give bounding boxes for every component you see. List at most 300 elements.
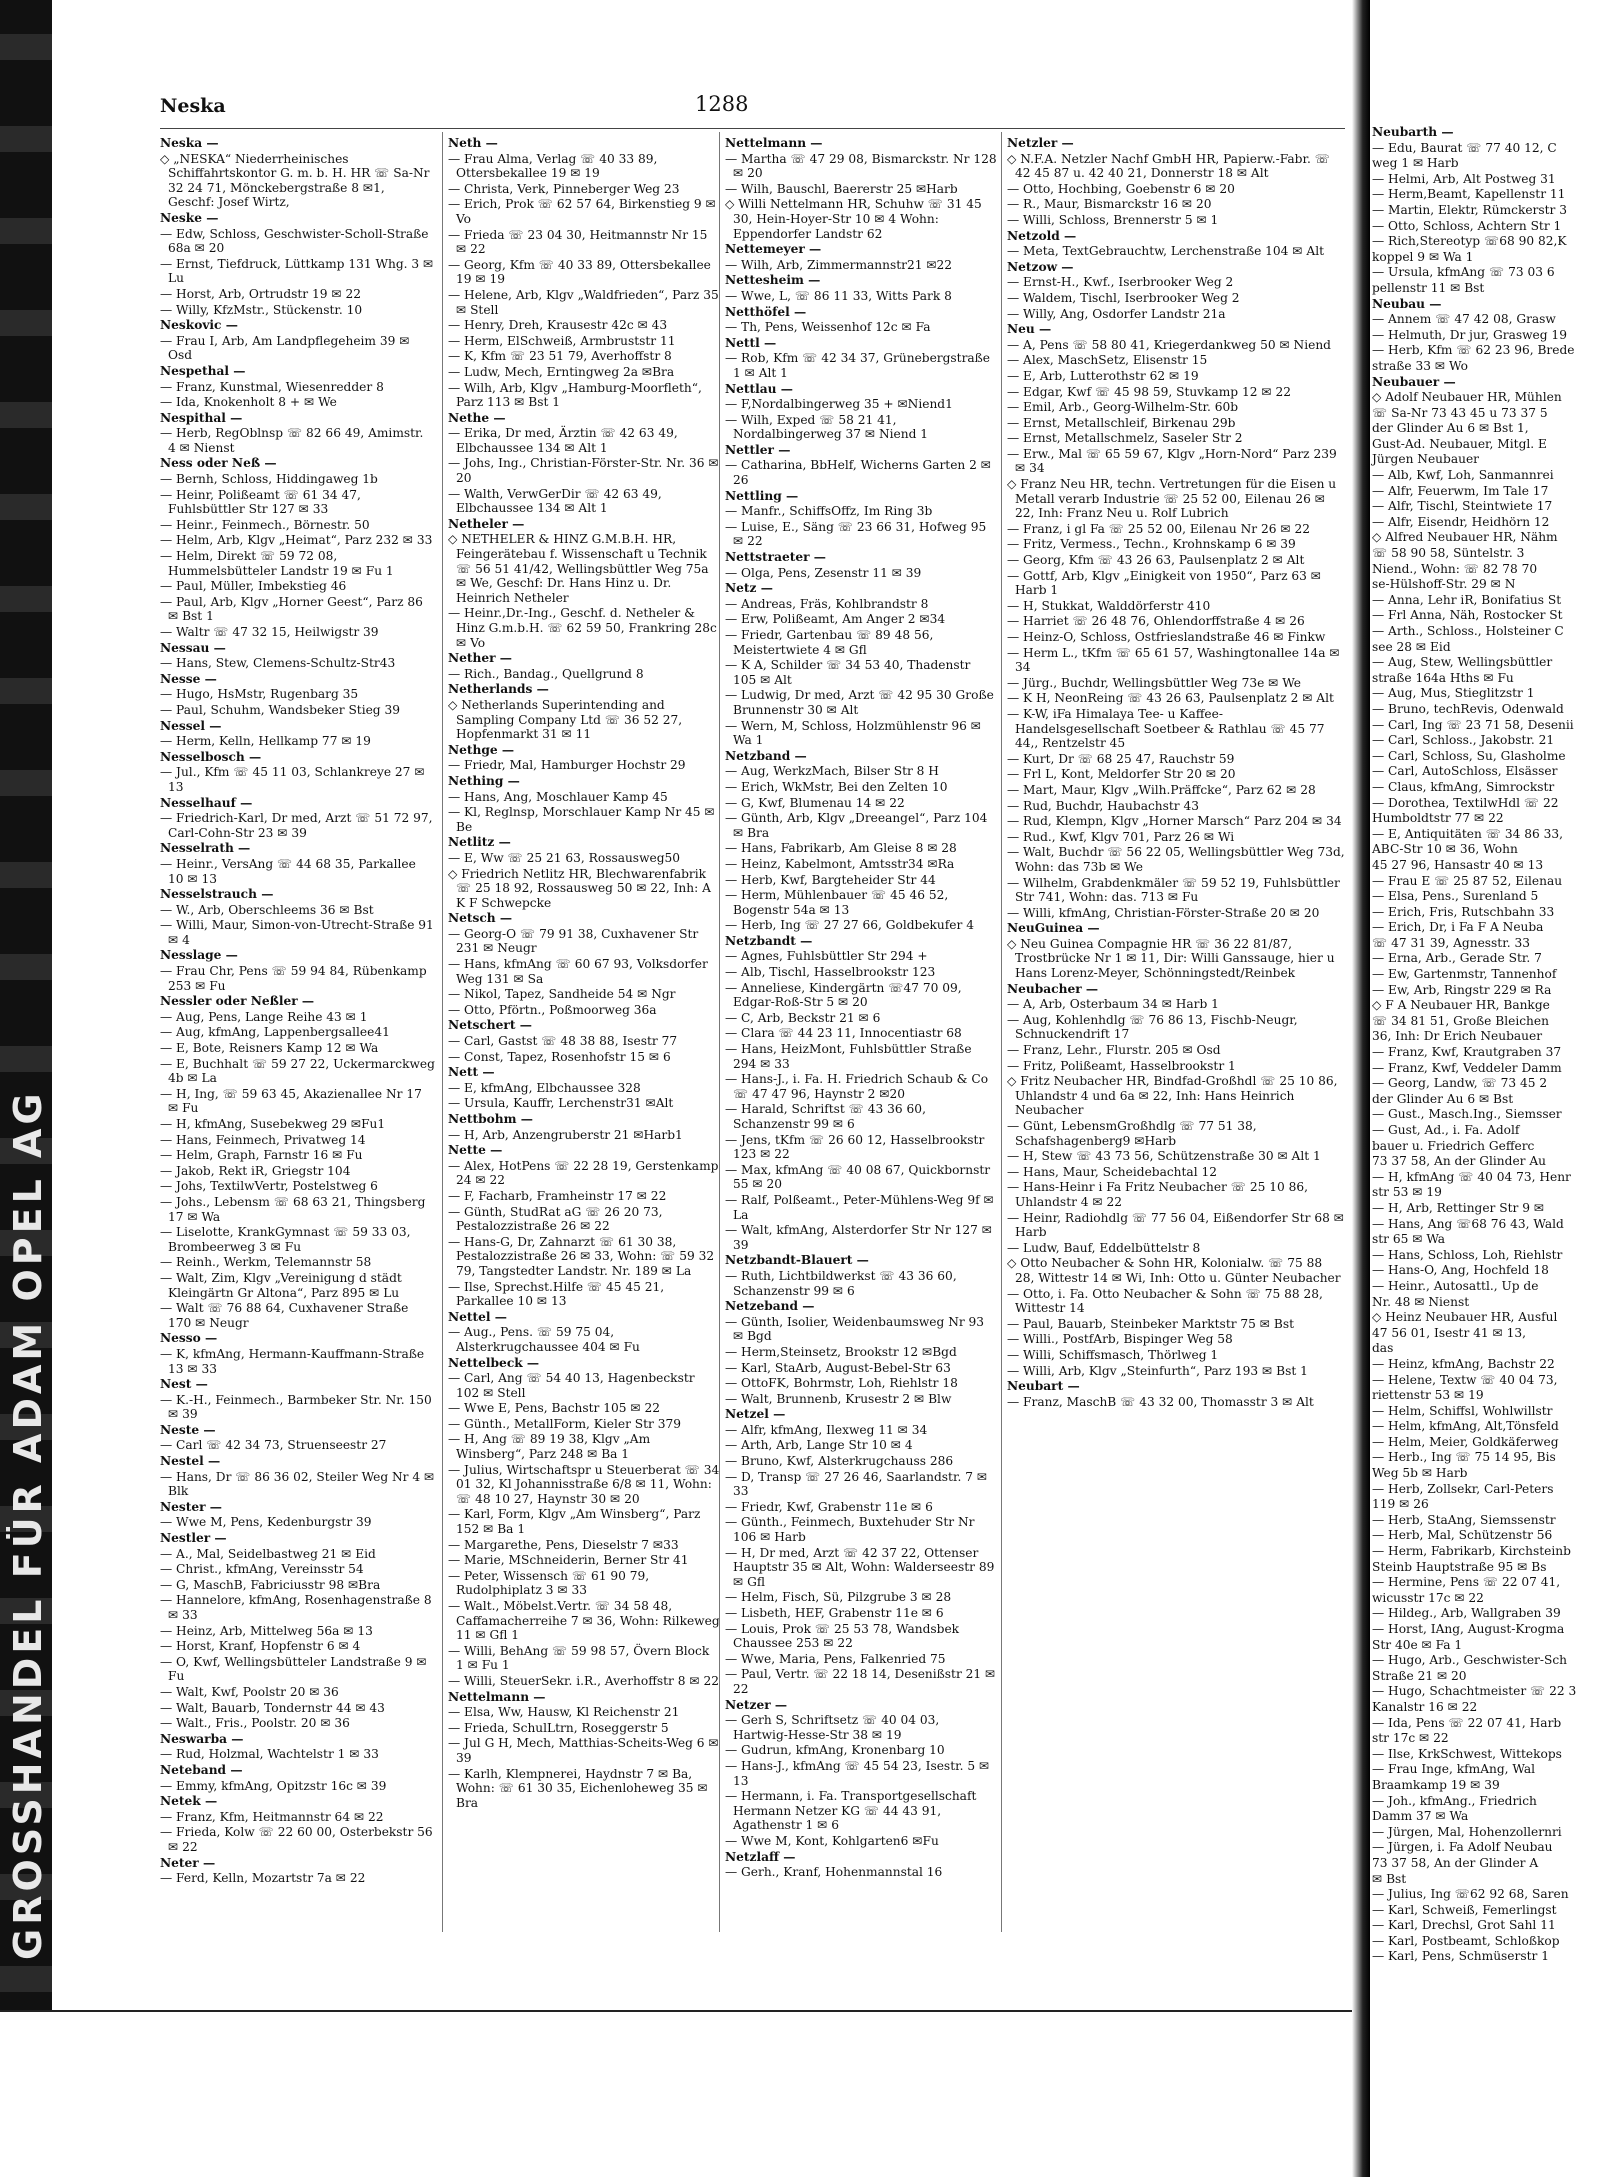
surname-heading: Nesselstrauch — [160, 887, 274, 902]
directory-entry: — Herb, StaAng, Siemssenstr [1372, 1512, 1556, 1527]
directory-entry: — Erw., Mal ☏ 65 59 67, Klgv „Horn-Nord“ Parz 239 ✉ 34 [1007, 446, 1337, 476]
surname-heading: Nesselhauf — [160, 795, 253, 810]
directory-entry: — Helene, Arb, Klgv „Waldfrieden“, Parz 35 ✉ Stell [448, 287, 719, 317]
directory-entry: — Willy, Ang, Osdorfer Landstr 21a [1007, 306, 1226, 321]
directory-entry: — H, Arb, Anzengruberstr 21 ✉Harb1 [448, 1127, 683, 1142]
firm-entry: ◇ Fritz Neubacher HR, Bindfad-Großhdl ☏ 25 10 86, Uhlandstr 4 und 6a ✉ 22, Inh: Hans Heinrich Neubacher [1007, 1074, 1338, 1118]
directory-entry: — Carl, AutoSchloss, Elsässer [1372, 764, 1558, 779]
directory-entry: — Hans, HeizMont, Fuhlsbüttler Straße 294 ✉ 33 [725, 1042, 972, 1071]
directory-entry: — Hans, Schloss, Loh, Riehlstr [1372, 1247, 1563, 1262]
surname-heading: Nesselbosch — [160, 749, 262, 764]
directory-entry: — Liselotte, KrankGymnast ☏ 59 33 03, Brombeerweg 3 ✉ Fu [160, 1225, 411, 1254]
directory-entry: Braamkamp 19 ✉ 39 [1372, 1777, 1500, 1792]
directory-entry: — Karl, Schweiß, Femerlingst [1372, 1902, 1557, 1917]
directory-entry: — Hans, Maur, Scheidebachtal 12 [1007, 1164, 1217, 1179]
directory-entry: — Franz, Kunstmal, Wiesenredder 8 [160, 379, 384, 394]
directory-entry: — H, Dr med, Arzt ☏ 42 37 22, Ottenser Hauptstr 35 ✉ Alt, Wohn: Walderseestr 89 ✉ Gfl [725, 1545, 995, 1589]
surname-heading: NeuGuinea — [1007, 921, 1100, 936]
firm-entry: ◇ Heinz Neubauer HR, Ausful [1372, 1310, 1558, 1325]
directory-entry: — Helm, kfmAng, Alt,Tönsfeld [1372, 1419, 1559, 1434]
surname-heading: Netz — [725, 581, 773, 596]
directory-entry: — Frieda, SchulLtrn, Roseggerstr 5 [448, 1720, 669, 1735]
directory-entry: — Clara ☏ 44 23 11, Innocentiastr 68 [725, 1026, 962, 1041]
directory-entry: — Johs., Lebensm ☏ 68 63 21, Thingsberg 17 ✉ Wa [160, 1194, 426, 1224]
directory-entry: — Heinr, Polißeamt ☏ 61 34 47, Fuhlsbüttler Str 127 ✉ 33 [160, 487, 361, 517]
directory-entry: — Frau Inge, kfmAng, Wal [1372, 1762, 1536, 1777]
directory-entry: — Helm, Fisch, Sü, Pilzgrube 3 ✉ 28 [725, 1590, 952, 1605]
directory-entry: — Horst, IAng, August-Krogma [1372, 1622, 1565, 1636]
firm-entry: ◇ NETHELER & HINZ G.M.B.H. HR, Feingerätebau f. Wissenschaft u Technik ☏ 56 51 41/42, Wellingsbüttler Weg 75a ✉ We, Geschf: Dr. Hans Hinz u. Dr. Heinrich Netheler [448, 532, 709, 605]
directory-entry: — Erika, Dr med, Ärztin ☏ 42 63 49, Elbchaussee 134 ✉ Alt 1 [448, 426, 678, 455]
directory-entry: — Erich, WkMstr, Bei den Zelten 10 [725, 779, 948, 794]
directory-entry: — Frau E ☏ 25 87 52, Eilenau [1372, 873, 1563, 888]
directory-entry: — Ernst-H., Kwf., Iserbrooker Weg 2 [1007, 275, 1234, 290]
directory-entry: — Hans, Fabrikarb, Am Gleise 8 ✉ 28 [725, 841, 957, 856]
directory-entry: — Paul, Arb, Klgv „Horner Geest“, Parz 86 ✉ Bst 1 [160, 594, 423, 624]
directory-entry: — Hannelore, kfmAng, Rosenhagenstraße 8 ✉ 33 [160, 1593, 432, 1622]
directory-entry: — Carl, Schloss., Jakobstr. 21 [1372, 733, 1555, 748]
surname-heading: Nespethal — [160, 363, 246, 378]
surname-heading: Neubarth — [1372, 125, 1454, 139]
surname-heading: Netheler — [448, 516, 525, 531]
surname-heading: Netzel — [725, 1407, 786, 1422]
directory-entry: — H, kfmAng, Susebekweg 29 ✉Fu1 [160, 1117, 386, 1131]
directory-entry: — Edu, Baurat ☏ 77 40 12, C [1372, 140, 1557, 155]
directory-entry: — Hans, Ang, Moschlauer Kamp 45 [448, 789, 668, 804]
directory-entry: das [1372, 1341, 1394, 1356]
directory-entry: — Aug, Stew, Wellingsbüttler [1372, 655, 1553, 670]
directory-entry: 73 37 58, An der Glinder A [1372, 1855, 1539, 1870]
book-spine-photo [0, 0, 52, 2010]
directory-entry: — K A, Schilder ☏ 34 53 40, Thadenstr 105 ✉ Alt [725, 658, 971, 687]
directory-entry: — E, kfmAng, Elbchaussee 328 [448, 1080, 641, 1095]
directory-entry: — Frieda, Kolw ☏ 22 60 00, Osterbekstr 56 ✉ 22 [160, 1825, 433, 1854]
surname-heading: Nettel — [448, 1309, 507, 1324]
directory-entry: — Anneliese, Kindergärtn ☏47 70 09, Edgar-Roß-Str 5 ✉ 20 [725, 980, 962, 1010]
running-head-title: Neska [160, 95, 226, 117]
directory-entry: — Frl L, Kont, Meldorfer Str 20 ✉ 20 [1007, 767, 1236, 782]
directory-entry: — Edw, Schloss, Geschwister-Scholl-Straße 68a ✉ 20 [160, 226, 429, 256]
directory-entry: — Marie, MSchneiderin, Berner Str 41 [448, 1553, 689, 1568]
directory-entry: — Helm, Arb, Klgv „Heimat“, Parz 232 ✉ 33 [160, 533, 433, 548]
directory-entry: — Ernst, Metallschmelz, Saseler Str 2 [1007, 431, 1243, 446]
directory-entry: — Friedr, Gartenbau ☏ 89 48 56, Meistertwiete 4 ✉ Gfl [725, 628, 934, 657]
directory-entry: — Aug, kfmAng, Lappenbergsallee41 [160, 1025, 390, 1040]
facing-page-column [1372, 125, 1600, 1964]
directory-entry: — Frau Alma, Verlag ☏ 40 33 89, Ottersbekallee 19 ✉ 19 [448, 151, 658, 181]
surname-heading: Nettl — [725, 335, 777, 350]
directory-entry: — Heinz, Kabelmont, Amtsstr34 ✉Ra [725, 856, 955, 871]
directory-entry: — Herm,Steinsetz, Brookstr 12 ✉Bgd [725, 1344, 957, 1359]
directory-entry: — Alb, Kwf, Loh, Sanmannrei [1372, 468, 1554, 483]
surname-heading: Netzlaff — [725, 1849, 796, 1864]
directory-entry: — Paul, Schuhm, Wandsbeker Stieg 39 [160, 702, 400, 717]
directory-entry: — Max, kfmAng ☏ 40 08 67, Quickbornstr 55 ✉ 20 [725, 1162, 991, 1192]
directory-entry: — Günt, LebensmGroßhdlg ☏ 77 51 38, Schafshagenberg9 ✉Harb [1007, 1119, 1257, 1148]
directory-entry: — Martha ☏ 47 29 08, Bismarckstr. Nr 128 ✉ 20 [725, 151, 997, 181]
surname-heading: Netthöfel — [725, 304, 807, 319]
page-number: 1288 [695, 92, 749, 116]
surname-heading: Nett — [448, 1065, 495, 1080]
directory-entry: — Walt ☏ 76 88 64, Cuxhavener Straße 170 ✉ Neugr [160, 1301, 409, 1330]
directory-entry: 45 27 96, Hansastr 40 ✉ 13 [1372, 857, 1544, 872]
directory-entry: — Walt, Buchdr ☏ 56 22 05, Wellingsbüttler Weg 73d, Wohn: das 73b ✉ We [1007, 845, 1345, 874]
directory-entry: — O, Kwf, Wellingsbütteler Landstraße 9 ✉ Fu [160, 1654, 427, 1684]
directory-entry: — K, Kfm ☏ 23 51 79, Averhoffstr 8 [448, 349, 672, 364]
directory-entry: — E, Antiquitäten ☏ 34 86 33, [1372, 826, 1563, 841]
directory-entry: — Günth, StudRat aG ☏ 26 20 73, Pestalozzistraße 26 ✉ 22 [448, 1204, 663, 1234]
directory-entry: — Franz, Kfm, Heitmannstr 64 ✉ 22 [160, 1809, 384, 1824]
directory-entry: str 65 ✉ Wa [1372, 1232, 1446, 1247]
directory-entry: — Johs, TextilwVertr, Postelstweg 6 [160, 1179, 378, 1194]
surname-heading: Nesse — [160, 671, 217, 686]
directory-entry: Kanalstr 16 ✉ 22 [1372, 1699, 1478, 1714]
directory-column-1 [160, 136, 435, 1916]
directory-entry: — Hermann, i. Fa. Transportgesellschaft Hermann Netzer KG ☏ 44 43 91, Agathenstr 1 ✉ 6 [725, 1789, 977, 1833]
directory-entry: — Carl ☏ 42 34 73, Struenseestr 27 [160, 1438, 387, 1453]
firm-entry: ◇ Friedrich Netlitz HR, Blechwarenfabrik ☏ 25 18 92, Rossausweg 50 ✉ 22, Inh: A K F Schwepcke [448, 866, 711, 910]
directory-entry: — Rob, Kfm ☏ 42 34 37, Grünebergstraße 1 ✉ Alt 1 [725, 351, 991, 380]
directory-entry: — Frl Anna, Näh, Rostocker St [1372, 608, 1563, 623]
directory-entry: se-Hülshoff-Str. 29 ✉ N [1372, 577, 1516, 592]
directory-entry: — Rich., Bandag., Quellgrund 8 [448, 666, 644, 681]
directory-entry: — Willy, KfzMstr., Stückenstr. 10 [160, 302, 363, 317]
directory-entry: — Kl, Reglnsp, Morschlauer Kamp Nr 45 ✉ Be [448, 805, 715, 834]
directory-entry: — D, Transp ☏ 27 26 46, Saarlandstr. 7 ✉ 33 [725, 1469, 988, 1499]
directory-entry: — Wwe, L, ☏ 86 11 33, Witts Park 8 [725, 288, 952, 303]
surname-heading: Ness oder Neß — [160, 456, 277, 471]
surname-heading: Nettesheim — [725, 273, 821, 288]
directory-entry: — Fritz, Vermess., Techn., Krohnskamp 6 ✉ 39 [1007, 537, 1296, 552]
directory-entry: — A., Mal, Seidelbastweg 21 ✉ Eid [160, 1546, 376, 1561]
directory-entry: — A, Arb, Osterbaum 34 ✉ Harb 1 [1007, 997, 1219, 1012]
directory-entry: — Andreas, Fräs, Kohlbrandstr 8 [725, 596, 929, 611]
surname-heading: Nettbohm — [448, 1112, 533, 1126]
directory-entry: — Margarethe, Pens, Dieselstr 7 ✉33 [448, 1537, 679, 1552]
directory-entry: — Gudrun, kfmAng, Kronenbarg 10 [725, 1743, 945, 1758]
directory-entry: — Arth., Schloss., Holsteiner C [1372, 624, 1564, 638]
directory-entry: — Hugo, Arb., Geschwister-Sch [1372, 1653, 1568, 1668]
directory-entry: — Georg, Landw, ☏ 73 45 2 [1372, 1076, 1548, 1091]
directory-entry: Damm 37 ✉ Wa [1372, 1809, 1469, 1824]
directory-entry: — Catharina, BbHelf, Wicherns Garten 2 ✉ 26 [725, 458, 991, 488]
directory-entry: — Meta, TextGebrauchtw, Lerchenstraße 104 ✉ Alt [1007, 244, 1324, 259]
directory-entry: — Otto, i. Fa. Otto Neubacher & Sohn ☏ 75 88 28, Wittestr 14 [1007, 1286, 1323, 1316]
directory-entry: — Hans, Dr ☏ 86 36 02, Steiler Weg Nr 4 ✉ Blk [160, 1469, 435, 1499]
directory-entry: — Harriet ☏ 26 48 76, Ohlendorffstraße 4 ✉ 26 [1007, 614, 1305, 629]
directory-entry: — Walt, kfmAng, Alsterdorfer Str Nr 127 ✉ 39 [725, 1223, 992, 1252]
directory-column-3 [725, 136, 997, 1916]
directory-entry: — Peter, Wissensch ☏ 61 90 79, Rudolphiplatz 3 ✉ 33 [448, 1568, 650, 1598]
directory-entry: — Joh., kfmAng., Friedrich [1372, 1793, 1537, 1808]
directory-entry: — Willi., PostfArb, Bispinger Weg 58 [1007, 1332, 1233, 1347]
directory-entry: 36, Inh: Dr Erich Neubauer [1372, 1029, 1543, 1044]
directory-entry: — H, Stukkat, Walddörferstr 410 [1007, 598, 1211, 613]
directory-entry: — Paul, Müller, Imbekstieg 46 [160, 579, 347, 594]
directory-entry: — Herb, Kwf, Bargteheider Str 44 [725, 872, 936, 887]
surname-heading: Nesslage — [160, 948, 238, 963]
directory-entry: — Wwe M, Kont, Kohlgarten6 ✉Fu [725, 1833, 939, 1848]
firm-entry: ◇ F A Neubauer HR, Bankge [1372, 998, 1550, 1013]
directory-entry: — Bernh, Schloss, Hiddingaweg 1b [160, 472, 378, 487]
directory-entry: — Willi, Schloss, Brennerstr 5 ✉ 1 [1007, 212, 1219, 227]
directory-entry: — Elsa, Ww, Hausw, Kl Reichenstr 21 [448, 1705, 680, 1720]
directory-entry: — Helmi, Arb, Alt Postweg 31 [1372, 171, 1556, 186]
directory-entry: — F, Facharb, Framheinstr 17 ✉ 22 [448, 1188, 667, 1203]
directory-entry: — Günth., Feinmech, Buxtehuder Str Nr 106 ✉ Harb [725, 1515, 975, 1545]
surname-heading: Nething — [448, 773, 520, 788]
directory-entry: — Const, Tapez, Rosenhofstr 15 ✉ 6 [448, 1049, 671, 1064]
firm-entry: ◇ Netherlands Superintending and Sampling Company Ltd ☏ 36 52 27, Hopfenmarkt 31 ✉ 11 [448, 697, 683, 742]
page-bottom-edge [0, 2010, 1352, 2012]
directory-entry: — Olga, Pens, Zesenstr 11 ✉ 39 [725, 565, 922, 580]
directory-entry: — Heinr, Radiohdlg ☏ 77 56 04, Eißendorfer Str 68 ✉ Harb [1007, 1210, 1344, 1240]
directory-entry: — R., Maur, Bismarckstr 16 ✉ 20 [1007, 197, 1212, 212]
directory-entry: — Georg, Kfm ☏ 40 33 89, Ottersbekallee 19 ✉ 19 [448, 257, 711, 287]
surname-heading: Nettstraeter — [725, 550, 826, 565]
directory-entry: — Rud, Buchdr, Haubachstr 43 [1007, 798, 1199, 813]
directory-entry: — Herb., Ing ☏ 75 14 95, Bis [1372, 1450, 1556, 1465]
directory-entry: — Ernst, Tiefdruck, Lüttkamp 131 Whg. 3 ✉ Lu [160, 256, 434, 286]
column-divider [442, 132, 443, 1932]
directory-entry: — Julius, Wirtschaftspr u Steuerberat ☏ 34 01 32, Kl Johannisstraße 6/8 ✉ 11, Wohn: ☏ 48 10 27, Haynstr 30 ✉ 20 [448, 1462, 720, 1506]
surname-heading: Nettlau — [725, 381, 793, 396]
directory-entry: 47 56 01, Isestr 41 ✉ 13, [1372, 1325, 1527, 1340]
directory-entry: — Helm, Schiffsl, Wohlwillstr [1372, 1403, 1553, 1418]
directory-entry: — Walt., Fris., Poolstr. 20 ✉ 36 [160, 1716, 350, 1731]
directory-entry: see 28 ✉ Eid [1372, 639, 1451, 654]
directory-entry: — Friedr, Kwf, Grabenstr 11e ✉ 6 [725, 1499, 933, 1514]
directory-entry: — Heinr., Feinmech., Börnestr. 50 [160, 517, 370, 532]
directory-entry: — Wwe E, Pens, Bachstr 105 ✉ 22 [448, 1401, 660, 1416]
surname-heading: Netzband — [725, 748, 807, 763]
surname-heading: Neth — [448, 136, 498, 150]
directory-entry: — Nikol, Tapez, Sandheide 54 ✉ Ngr [448, 987, 676, 1002]
directory-entry: — Horst, Arb, Ortrudstr 19 ✉ 22 [160, 286, 361, 301]
directory-entry: — Wilh, Bauschl, Baererstr 25 ✉Harb [725, 181, 958, 196]
directory-entry: — Otto, Hochbing, Goebenstr 6 ✉ 20 [1007, 181, 1235, 196]
surname-heading: Nettemeyer — [725, 242, 822, 257]
directory-entry: — Hans, kfmAng ☏ 60 67 93, Volksdorfer Weg 131 ✉ Sa [448, 957, 708, 986]
directory-entry: — Carl, Ang ☏ 54 40 13, Hagenbeckstr 102 ✉ Stell [448, 1371, 695, 1400]
surname-heading: Nest — [160, 1377, 208, 1392]
directory-entry: — Alex, HotPens ☏ 22 28 19, Gerstenkamp 24 ✉ 22 [448, 1158, 719, 1188]
surname-heading: Nette — [448, 1143, 503, 1158]
directory-entry: ABC-Str 10 ✉ 36, Wohn [1372, 842, 1518, 857]
directory-entry: — Christa, Verk, Pinneberger Weg 23 [448, 181, 680, 196]
directory-entry: — Franz, Lehr., Flurstr. 205 ✉ Osd [1007, 1043, 1221, 1058]
surname-heading: Nettelmann — [448, 1689, 546, 1704]
directory-entry: — Hans-Heinr i Fa Fritz Neubacher ☏ 25 10 86, Uhlandstr 4 ✉ 22 [1007, 1180, 1309, 1209]
directory-entry: ☏ Sa-Nr 73 43 45 u 73 37 5 [1372, 405, 1548, 420]
directory-entry: — G, MaschB, Fabriciusstr 98 ✉Bra [160, 1577, 381, 1592]
directory-entry: — G, Kwf, Blumenau 14 ✉ 22 [725, 795, 905, 810]
directory-entry: Nr. 48 ✉ Nienst [1372, 1294, 1470, 1309]
directory-entry: — Herb, Mal, Schützenstr 56 [1372, 1528, 1553, 1543]
directory-entry: — Alfr, Tischl, Steintwiete 17 [1372, 499, 1553, 514]
directory-entry: — Aug., Pens. ☏ 59 75 04, Alsterkrugchaussee 404 ✉ Fu [448, 1325, 640, 1354]
directory-entry: — Bruno, techRevis, Odenwald [1372, 701, 1564, 716]
directory-entry: — Ruth, Lichtbildwerkst ☏ 43 36 60, Schanzenstr 99 ✉ 6 [725, 1268, 957, 1298]
directory-entry: — Harald, Schriftst ☏ 43 36 60, Schanzenstr 99 ✉ 6 [725, 1102, 926, 1131]
directory-entry: — Hans-O, Ang, Hochfeld 18 [1372, 1263, 1549, 1278]
directory-entry: — Henry, Dreh, Krausestr 42c ✉ 43 [448, 318, 668, 333]
directory-entry: — Anna, Lehr iR, Bonifatius St [1372, 592, 1562, 607]
spine-lettering: GROSSHANDEL FÜR ADAM OPEL AG [6, 1089, 50, 1960]
directory-entry: — Willi, SteuerSekr. i.R., Averhoffstr 8 ✉ 22 [448, 1673, 719, 1688]
directory-entry: — Th, Pens, Weissenhof 12c ✉ Fa [725, 320, 931, 335]
directory-entry: — Walt, Kwf, Poolstr 20 ✉ 36 [160, 1684, 339, 1699]
directory-entry: — Carl, Ing ☏ 23 71 58, Desenii [1372, 717, 1574, 732]
surname-heading: Nesselrath — [160, 841, 251, 856]
directory-entry: — Hans, Feinmech, Privatweg 14 [160, 1132, 366, 1147]
surname-heading: Netzer — [725, 1697, 788, 1712]
surname-heading: Neske — [160, 210, 219, 225]
directory-entry: — Mart, Maur, Klgv „Wilh.Präffcke“, Parz 62 ✉ 28 [1007, 782, 1316, 797]
directory-entry: — Emil, Arb., Georg-Wilhelm-Str. 60b [1007, 400, 1239, 415]
surname-heading: Netzow — [1007, 259, 1074, 274]
directory-entry: — Ew, Arb, Ringstr 229 ✉ Ra [1372, 982, 1552, 997]
firm-entry: ◇ Willi Nettelmann HR, Schuhw ☏ 31 45 30, Hein-Hoyer-Str 10 ✉ 4 Wohn: Eppendorfer Landstr 62 [725, 197, 982, 241]
directory-entry: — A, Pens ☏ 58 80 41, Kriegerdankweg 50 ✉ Niend [1007, 337, 1331, 352]
directory-entry: — Gerh S, Schriftsetz ☏ 40 04 03, Hartwig-Hesse-Str 38 ✉ 19 [725, 1713, 940, 1742]
surname-heading: Netzbandt-Blauert — [725, 1253, 869, 1268]
directory-entry: — Waldem, Tischl, Iserbrooker Weg 2 [1007, 290, 1240, 305]
surname-heading: Nestel — [160, 1454, 221, 1469]
surname-heading: Neter — [160, 1855, 216, 1870]
directory-entry: — Aug, WerkzMach, Bilser Str 8 H [725, 764, 939, 779]
surname-heading: Nester — [160, 1499, 222, 1514]
surname-heading: Netschert — [448, 1018, 532, 1033]
directory-entry: — Ludwig, Dr med, Arzt ☏ 42 95 30 Große Brunnenstr 30 ✉ Alt [725, 688, 994, 717]
directory-entry: — Wwe, Maria, Pens, Falkenried 75 [725, 1651, 946, 1666]
surname-heading: Neskovic — [160, 318, 238, 333]
surname-heading: Neu — [1007, 322, 1052, 337]
directory-entry: — Louis, Prok ☏ 25 53 78, Wandsbek Chaussee 253 ✉ 22 [725, 1621, 960, 1651]
directory-entry: Niend., Wohn: ☏ 82 78 70 [1372, 561, 1538, 576]
surname-heading: Netlitz — [448, 835, 511, 850]
directory-entry: — Emmy, kfmAng, Opitzstr 16c ✉ 39 [160, 1778, 387, 1793]
surname-heading: Neubauer — [1372, 374, 1456, 389]
firm-entry: ◇ „NESKA“ Niederrheinisches Schiffahrtskontor G. m. b. H. HR ☏ Sa-Nr 32 24 71, Mönckebergstraße 8 ✉1, Geschf: Josef Wirtz, [160, 151, 430, 210]
directory-entry: — Hans-J., i. Fa. H. Friedrich Schaub & Co ☏ 47 47 96, Haynstr 2 ✉20 [725, 1072, 989, 1101]
directory-entry: — OttoFK, Bohrmstr, Loh, Riehlstr 18 [725, 1376, 958, 1391]
directory-entry: — E, Ww ☏ 25 21 63, Rossausweg50 [448, 850, 681, 865]
directory-entry: — Karl, Drechsl, Grot Sahl 11 [1372, 1918, 1556, 1933]
directory-entry: der Glinder Au 6 ✉ Bst [1372, 1091, 1514, 1106]
directory-entry: ☏ 34 81 51, Große Bleichen [1372, 1013, 1549, 1028]
surname-heading: Neteband — [160, 1762, 243, 1777]
directory-entry: — Ew, Gartenmstr, Tannenhof [1372, 967, 1557, 982]
directory-entry: — Frau Chr, Pens ☏ 59 94 84, Rübenkamp 253 ✉ Fu [160, 964, 427, 993]
directory-entry: — Erich, Prok ☏ 62 57 64, Birkenstieg 9 ✉ Vo [448, 197, 716, 226]
directory-entry: — Günth, Arb, Klgv „Dreeangel“, Parz 104 ✉ Bra [725, 811, 988, 840]
directory-entry: riettenstr 53 ✉ 19 [1372, 1388, 1484, 1403]
directory-entry: — Fritz, Polißeamt, Hasselbrookstr 1 [1007, 1058, 1236, 1073]
directory-entry: Humboldtstr 77 ✉ 22 [1372, 811, 1504, 826]
directory-entry: — Paul, Vertr. ☏ 22 18 14, Desenißstr 21 ✉ 22 [725, 1667, 996, 1696]
directory-entry: — Christ., kfmAng, Vereinsstr 54 [160, 1562, 364, 1577]
directory-entry: — Herm, Mühlenbauer ☏ 45 46 52, Bogenstr 54a ✉ 13 [725, 888, 949, 917]
directory-entry: — Aug, Kohlenhdlg ☏ 76 86 13, Fischb-Neugr, Schnuckendrift 17 [1007, 1012, 1298, 1042]
directory-entry: — Frieda ☏ 23 04 30, Heitmannstr Nr 15 ✉ 22 [448, 227, 708, 257]
directory-entry: Straße 21 ✉ 20 [1372, 1668, 1467, 1683]
directory-entry: — Aug, Mus, Stieglitzstr 1 [1372, 686, 1535, 701]
surname-heading: Netek — [160, 1794, 218, 1809]
directory-entry: — Karl, Postbeamt, Schloßkop [1372, 1933, 1560, 1948]
directory-entry: — Alb, Tischl, Hasselbrookstr 123 [725, 965, 936, 980]
directory-entry: — Herb, RegOblnsp ☏ 82 66 49, Amimstr. 4 ✉ Nienst [160, 426, 424, 455]
directory-entry: — Arth, Arb, Lange Str 10 ✉ 4 [725, 1438, 913, 1453]
directory-entry: — Gerh., Kranf, Hohenmannstal 16 [725, 1865, 943, 1880]
directory-entry: — Gust, Ad., i. Fa. Adolf [1372, 1123, 1520, 1137]
directory-entry: — C, Arb, Beckstr 21 ✉ 6 [725, 1010, 881, 1025]
directory-entry: Weg 5b ✉ Harb [1372, 1466, 1468, 1481]
directory-entry: — Herb, Zollsekr, Carl-Peters [1372, 1481, 1554, 1496]
directory-entry: bauer u. Friedrich Gefferc [1372, 1138, 1535, 1153]
directory-entry: — E, Bote, Reisners Kamp 12 ✉ Wa [160, 1041, 379, 1056]
directory-entry: — Erich, Fris, Rutschbahn 33 [1372, 904, 1555, 919]
surname-heading: Nessel — [160, 718, 222, 733]
directory-entry: — Jakob, Rekt iR, Griegstr 104 [160, 1163, 351, 1178]
directory-entry: — Günth., MetallForm, Kieler Str 379 [448, 1416, 682, 1431]
surname-heading: Neswarba — [160, 1731, 244, 1746]
directory-entry: — Wilh, Arb, Klgv „Hamburg-Moorfleth“, Parz 113 ✉ Bst 1 [448, 380, 702, 410]
directory-entry: — Otto, Schloss, Achtern Str 1 [1372, 218, 1562, 233]
directory-entry: — Heinz, Arb, Mittelweg 56a ✉ 13 [160, 1623, 373, 1638]
surname-heading: Neste — [160, 1422, 216, 1437]
directory-entry: — K.-H., Feinmech., Barmbeker Str. Nr. 150 ✉ 39 [160, 1392, 432, 1422]
directory-column-4 [1007, 136, 1345, 1916]
directory-entry: — Karl, StaArb, August-Bebel-Str 63 [725, 1360, 951, 1375]
firm-entry: ◇ Adolf Neubauer HR, Mühlen [1372, 390, 1562, 405]
directory-entry: — Jens, tKfm ☏ 26 60 12, Hasselbrookstr 123 ✉ 22 [725, 1132, 985, 1162]
directory-entry: — Karl, Pens, Schmüserstr 1 [1372, 1949, 1549, 1964]
directory-entry: — Wern, M, Schloss, Holzmühlenstr 96 ✉ Wa 1 [725, 718, 981, 748]
directory-entry: — H, Stew ☏ 43 73 56, Schützenstraße 30 ✉ Alt 1 [1007, 1149, 1321, 1164]
directory-entry: — Walt, Bauarb, Tondernstr 44 ✉ 43 [160, 1700, 385, 1715]
directory-entry: — Erw, Polißeamt, Am Anger 2 ✉34 [725, 612, 946, 627]
directory-entry: — Jul G H, Mech, Matthias-Scheits-Weg 6 ✉ 39 [448, 1736, 719, 1765]
directory-entry: — Helene, Textw ☏ 40 04 73, [1372, 1372, 1558, 1387]
directory-entry: — Alfr, Eisendr, Heidhörn 12 [1372, 514, 1550, 529]
header-rule [160, 128, 1345, 129]
directory-entry: straße 164a Hths ✉ Fu [1372, 670, 1514, 685]
directory-entry: — K H, NeonReing ☏ 43 26 63, Paulsenplatz 2 ✉ Alt [1007, 691, 1334, 706]
directory-entry: — Alex, MaschSetz, Elisenstr 15 [1007, 353, 1208, 368]
directory-entry: pellenstr 11 ✉ Bst [1372, 280, 1485, 295]
surname-heading: Netzler — [1007, 136, 1074, 150]
directory-entry: — Walth, VerwGerDir ☏ 42 63 49, Elbchaussee 134 ✉ Alt 1 [448, 486, 662, 516]
directory-entry: — Franz, MaschB ☏ 43 32 00, Thomasstr 3 ✉ Alt [1007, 1394, 1314, 1409]
directory-entry: — Heinr.,Dr.-Ing., Geschf. d. Netheler & Hinz G.m.b.H. ☏ 62 59 50, Frankring 28c ✉ Vo [448, 606, 717, 650]
directory-entry: — Erich, Dr, i Fa F A Neuba [1372, 920, 1544, 935]
directory-entry: — Wwe M, Pens, Kedenburgstr 39 [160, 1515, 372, 1530]
directory-entry: str 53 ✉ 19 [1372, 1185, 1442, 1200]
directory-entry: — Hans-J., kfmAng ☏ 45 54 23, Isestr. 5 ✉ 13 [725, 1758, 990, 1788]
directory-entry: straße 33 ✉ Wo [1372, 358, 1468, 373]
directory-entry: — Friedr, Mal, Hamburger Hochstr 29 [448, 758, 686, 773]
directory-entry: — Heinz-O, Schloss, Ostfrieslandstraße 46 ✉ Finkw [1007, 630, 1326, 644]
directory-entry: Steinb Hauptstraße 95 ✉ Bs [1372, 1559, 1547, 1574]
directory-entry: — Hugo, HsMstr, Rugenbarg 35 [160, 687, 359, 702]
directory-entry: — Walt, Zim, Klgv „Vereinigung d städt Kleingärtn Gr Altona“, Parz 895 ✉ Lu [160, 1270, 402, 1300]
directory-entry: — Georg-O ☏ 79 91 38, Cuxhavener Str 231 ✉ Neugr [448, 926, 699, 956]
surname-heading: Nettler — [725, 442, 791, 457]
column-divider [719, 132, 720, 1932]
directory-entry: — Frau I, Arb, Am Landpflegeheim 39 ✉ Osd [160, 333, 410, 363]
directory-entry: — Ferd, Kelln, Mozartstr 7a ✉ 22 [160, 1871, 366, 1886]
